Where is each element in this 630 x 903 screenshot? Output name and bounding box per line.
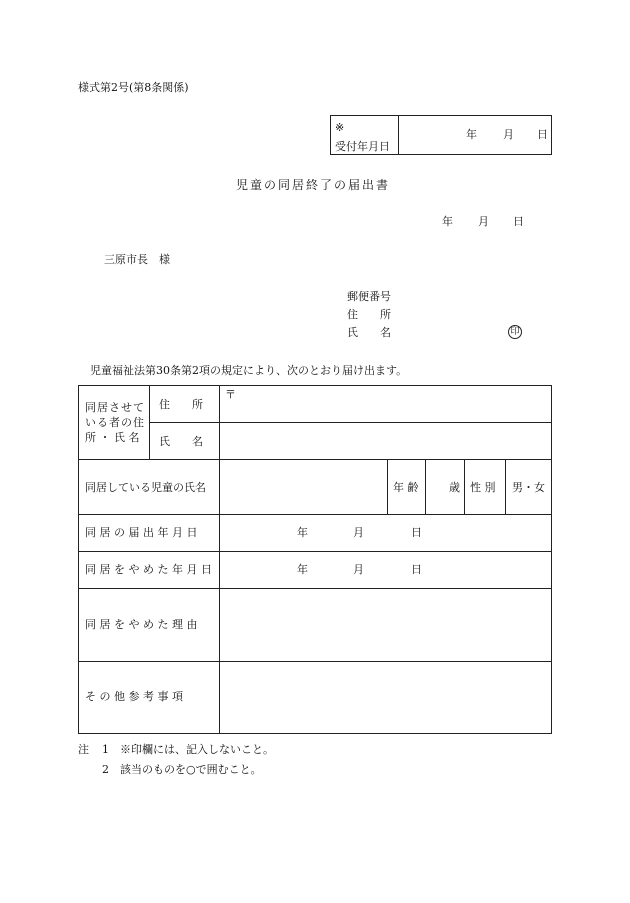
- note-1-text: ※印欄には、記入しないこと。: [120, 743, 274, 756]
- reception-day: 日: [537, 128, 548, 141]
- age-label: 年 齢: [393, 481, 419, 494]
- reception-box: [330, 115, 552, 155]
- reception-label: 受付年月日: [335, 140, 390, 153]
- other-notes-label: そ の 他 参 考 事 項: [85, 690, 183, 703]
- start-date-year: 年: [297, 526, 308, 539]
- note-2-text: 該当のものを○で囲むこと。: [120, 763, 262, 776]
- reason-field[interactable]: [225, 594, 545, 656]
- note-1-number: 1: [102, 743, 109, 756]
- addressee: 三原市長 様: [104, 253, 170, 266]
- end-date-year: 年: [297, 563, 308, 576]
- applicant-name-label: 氏 名: [347, 326, 391, 339]
- intro-text: 児童福祉法第30条第2項の規定により、次のとおり届け出ます。: [90, 364, 408, 377]
- date-day: 日: [513, 215, 524, 228]
- host-address-field[interactable]: [225, 400, 545, 418]
- child-name-field[interactable]: [225, 464, 381, 509]
- host-label-line-2: いる者の住: [85, 416, 145, 429]
- host-label-line-3: 所 ・ 氏 名: [85, 431, 140, 444]
- reception-mark: ※: [335, 121, 345, 134]
- start-date-day: 日: [411, 526, 422, 539]
- start-date-label: 同 居 の 届 出 年 月 日: [85, 526, 198, 539]
- host-address-label: 住 所: [159, 398, 203, 411]
- age-unit: 歳: [449, 481, 460, 494]
- seal-mark: 印: [508, 325, 522, 339]
- reception-month: 月: [503, 128, 514, 141]
- document-title: 児童の同居終了の届出書: [236, 178, 391, 192]
- end-date-label: 同 居 を や め た 年 月 日: [85, 563, 212, 576]
- end-date-day: 日: [411, 563, 422, 576]
- reason-label: 同 居 を や め た 理 由: [85, 618, 198, 631]
- date-year: 年: [442, 215, 453, 228]
- sex-label: 性 別: [470, 481, 496, 494]
- end-date-month: 月: [353, 563, 364, 576]
- child-name-label: 同居している児童の氏名: [85, 481, 206, 494]
- notification-table: [78, 385, 552, 734]
- postal-code-label: 郵便番号: [347, 290, 391, 303]
- start-date-month: 月: [353, 526, 364, 539]
- reception-date: [331, 129, 549, 143]
- postal-mark: 〒: [225, 388, 236, 401]
- date-month: 月: [478, 215, 489, 228]
- host-name-field[interactable]: [225, 426, 545, 454]
- applicant-address-label: 住 所: [347, 308, 391, 321]
- other-notes-field[interactable]: [225, 667, 545, 727]
- note-2-number: 2: [102, 763, 109, 776]
- notes-prefix: 注: [78, 743, 89, 756]
- host-label-line-1: 同居させて: [85, 401, 145, 414]
- sex-options[interactable]: 男・女: [512, 481, 545, 494]
- reception-year: 年: [466, 128, 477, 141]
- form-number: 様式第2号(第8条関係): [78, 81, 189, 94]
- host-name-label: 氏 名: [159, 435, 203, 448]
